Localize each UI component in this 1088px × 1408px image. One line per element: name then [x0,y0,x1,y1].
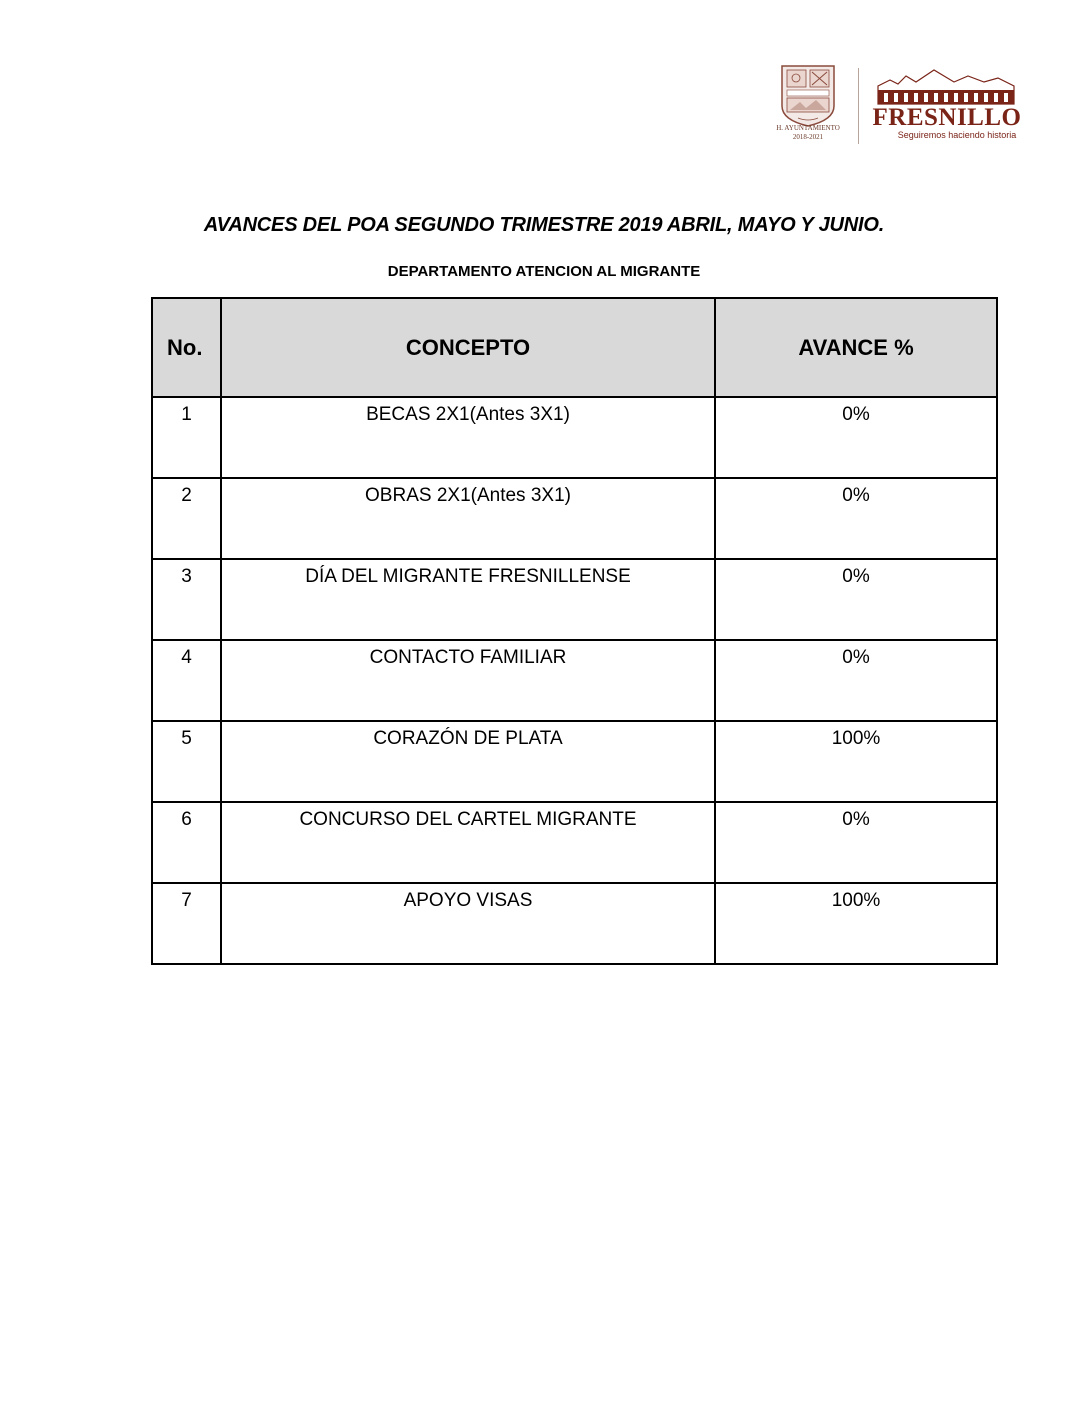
table-row [152,397,997,478]
row-avance: 0% [715,559,997,640]
seal-caption [770,124,846,142]
header-avance: AVANCE % [715,298,997,397]
header-concepto: CONCEPTO [221,298,715,397]
row-avance: 0% [715,397,997,478]
row-no: 2 [152,478,221,559]
row-no: 3 [152,559,221,640]
row-avance: 0% [715,802,997,883]
table-row [152,559,997,640]
row-concepto: CONTACTO FAMILIAR [221,640,715,721]
building-silhouette-icon [872,66,1022,106]
row-avance: 100% [715,883,997,964]
row-concepto: DÍA DEL MIGRANTE FRESNILLENSE [221,559,715,640]
table-row [152,721,997,802]
row-concepto: OBRAS 2X1(Antes 3X1) [221,478,715,559]
row-concepto: CONCURSO DEL CARTEL MIGRANTE [221,802,715,883]
row-concepto: BECAS 2X1(Antes 3X1) [221,397,715,478]
seal-caption-line2: 2018-2021 [792,133,824,141]
table-header-row [152,298,997,397]
row-no: 4 [152,640,221,721]
header-logos [776,62,1022,152]
table-row [152,478,997,559]
row-concepto: APOYO VISAS [221,883,715,964]
row-avance: 0% [715,478,997,559]
row-avance: 100% [715,721,997,802]
header-no: No. [152,298,221,397]
row-no: 1 [152,397,221,478]
seal-caption-line1: H. AYUNTAMIENTO [776,124,840,132]
table-row [152,640,997,721]
row-no: 6 [152,802,221,883]
row-concepto: CORAZÓN DE PLATA [221,721,715,802]
table-row [152,802,997,883]
brand-tagline: Seguiremos haciendo historia [897,130,1017,140]
poa-progress-table [151,297,998,965]
brand-name: FRESNILLO [872,104,1022,131]
row-no: 7 [152,883,221,964]
table-row [152,883,997,964]
document-subtitle: DEPARTAMENTO ATENCION AL MIGRANTE [387,263,701,280]
row-no: 5 [152,721,221,802]
fresnillo-logo [872,66,1022,146]
row-avance: 0% [715,640,997,721]
logo-divider [858,68,859,144]
document-title: AVANCES DEL POA SEGUNDO TRIMESTRE 2019 ABRIL, MAYO Y JUNIO. [203,214,885,236]
